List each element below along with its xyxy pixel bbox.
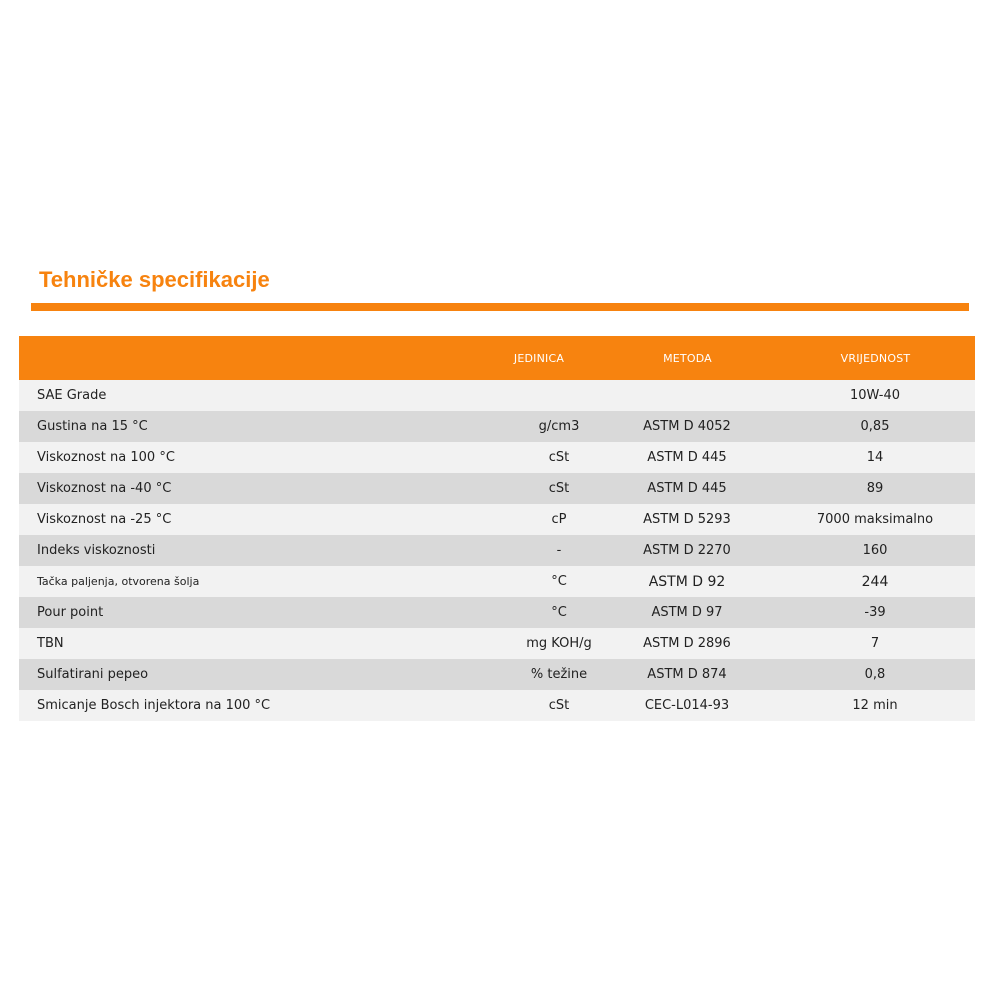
table-row [19, 597, 975, 628]
row-unit: cSt [548, 698, 570, 713]
row-value: 7 [870, 636, 880, 651]
row-value: 10W-40 [849, 388, 901, 403]
table-row [19, 628, 975, 659]
row-unit: cSt [548, 481, 570, 496]
table-row [19, 504, 975, 535]
row-value: 0,85 [860, 419, 890, 434]
header-property [19, 336, 459, 380]
row-value: 160 [862, 543, 888, 558]
row-method: ASTM D 445 [647, 481, 727, 496]
row-unit: cSt [548, 450, 570, 465]
row-method: ASTM D 5293 [643, 512, 731, 527]
row-value: 0,8 [864, 667, 886, 682]
row-property: SAE Grade [37, 388, 107, 403]
row-method: ASTM D 97 [651, 605, 723, 620]
row-property: Sulfatirani pepeo [37, 667, 149, 682]
row-unit: - [556, 543, 562, 558]
row-method: ASTM D 445 [647, 450, 727, 465]
table-row [19, 566, 975, 597]
row-method: CEC-L014-93 [644, 698, 730, 713]
row-value: 89 [866, 481, 884, 496]
table-row [19, 659, 975, 690]
row-method: ASTM D 2270 [643, 543, 731, 558]
row-property: Smicanje Bosch injektora na 100 °C [37, 698, 271, 713]
title-underline [31, 303, 969, 311]
row-property: Gustina na 15 °C [37, 419, 148, 434]
table-row [19, 535, 975, 566]
row-property: Tačka paljenja, otvorena šolja [37, 575, 200, 588]
row-property: TBN [37, 636, 64, 651]
row-method: ASTM D 2896 [643, 636, 731, 651]
table-row [19, 442, 975, 473]
row-value: -39 [864, 605, 886, 620]
table-row [19, 380, 975, 411]
row-unit: g/cm3 [538, 419, 580, 434]
row-unit: % težine [530, 667, 588, 682]
row-unit: mg KOH/g [526, 636, 592, 651]
row-property: Viskoznost na -25 °C [37, 512, 172, 527]
row-property: Viskoznost na -40 °C [37, 481, 172, 496]
specifications-table [19, 336, 975, 721]
row-unit [459, 380, 619, 411]
header-value: VRIJEDNOST [840, 352, 911, 365]
row-value: 14 [866, 450, 884, 465]
row-property: Indeks viskoznosti [37, 543, 156, 558]
header-unit: JEDINICA [513, 352, 565, 365]
table-row [19, 690, 975, 721]
table-row [19, 411, 975, 442]
row-value: 12 min [852, 698, 898, 713]
table-row [19, 473, 975, 504]
row-method: ASTM D 874 [647, 667, 727, 682]
row-value: 7000 maksimalno [816, 512, 934, 527]
row-unit: °C [551, 605, 567, 620]
row-unit: cP [551, 512, 567, 527]
header-method: METODA [663, 352, 712, 365]
row-value: 244 [861, 573, 889, 590]
row-property: Pour point [37, 605, 104, 620]
row-method: ASTM D 4052 [643, 419, 731, 434]
row-property: Viskoznost na 100 °C [37, 450, 175, 465]
table-header-row [19, 336, 975, 380]
row-method [619, 380, 795, 411]
row-method: ASTM D 92 [648, 573, 726, 590]
row-unit: °C [551, 574, 567, 589]
page-title: Tehničke specifikacije [39, 267, 270, 292]
